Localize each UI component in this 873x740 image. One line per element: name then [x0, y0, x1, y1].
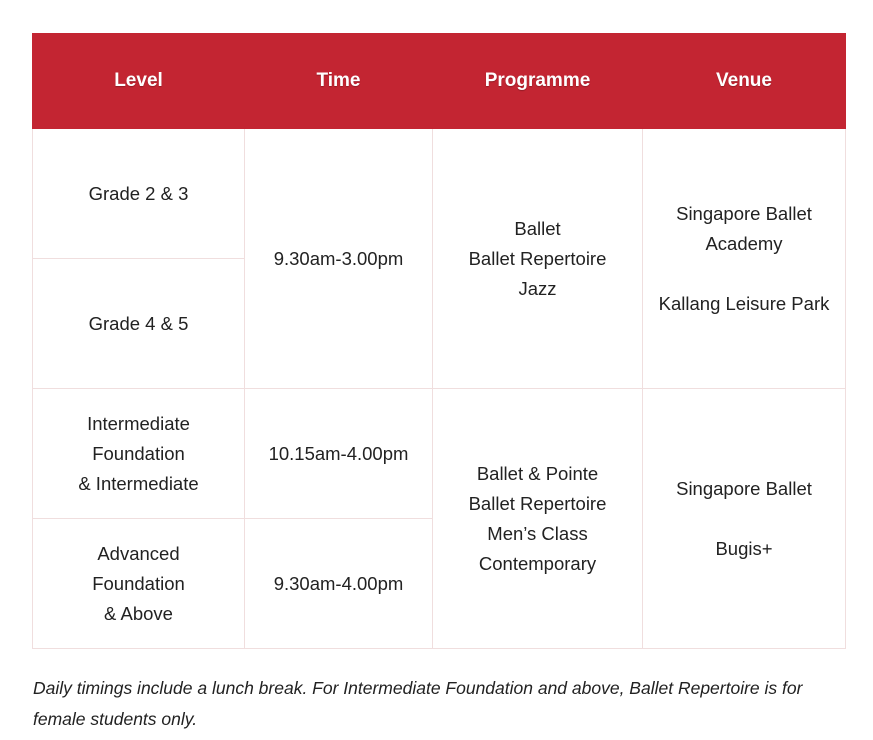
header-row [33, 34, 846, 129]
programme-text: Ballet & Pointe [476, 462, 599, 484]
level-text: & Above [104, 602, 173, 624]
venue-text: Singapore Ballet [676, 477, 812, 499]
time-text: 9.30am-4.00pm [273, 572, 404, 594]
programme-text: Ballet [514, 217, 561, 239]
level-text: Intermediate [87, 412, 190, 434]
programme-text: Jazz [518, 277, 557, 299]
venue-text: Singapore Ballet [676, 202, 812, 224]
venue-spacer [647, 504, 841, 534]
venue-text: Bugis+ [715, 537, 773, 559]
level-text: Advanced [97, 542, 180, 564]
schedule-table [32, 33, 846, 649]
table-row [33, 129, 846, 259]
level-cell [33, 389, 245, 519]
programme-text: Ballet Repertoire [468, 247, 607, 269]
level-text: Grade 2 & 3 [88, 182, 189, 204]
header-venue: Venue [643, 34, 846, 129]
venue-spacer [647, 259, 841, 289]
venue-text: Academy [705, 232, 783, 254]
time-cell [245, 519, 433, 649]
level-cell [33, 129, 245, 259]
programme-cell [433, 129, 643, 389]
time-text: 10.15am-4.00pm [268, 442, 409, 464]
table-header [33, 34, 846, 129]
venue-cell [643, 129, 846, 389]
programme-text: Men’s Class [487, 522, 588, 544]
programme-cell [433, 389, 643, 649]
level-text: Foundation [92, 572, 185, 594]
level-cell [33, 259, 245, 389]
level-text: & Intermediate [78, 472, 199, 494]
table-row [33, 389, 846, 519]
level-text: Grade 4 & 5 [88, 312, 189, 334]
venue-cell [643, 389, 846, 649]
programme-text: Ballet Repertoire [468, 492, 607, 514]
level-text: Foundation [92, 442, 185, 464]
programme-text: Contemporary [478, 552, 597, 574]
header-programme: Programme [433, 34, 643, 129]
header-time: Time [245, 34, 433, 129]
header-level: Level [33, 34, 245, 129]
time-cell [245, 389, 433, 519]
footnote: Daily timings include a lunch break. For Intermediate Foundation and above, Ballet Repertoire is for female students only. [33, 677, 803, 729]
venue-text: Kallang Leisure Park [658, 292, 830, 314]
level-cell [33, 519, 245, 649]
table-body [33, 129, 846, 649]
time-text: 9.30am-3.00pm [273, 247, 404, 269]
time-cell [245, 129, 433, 389]
